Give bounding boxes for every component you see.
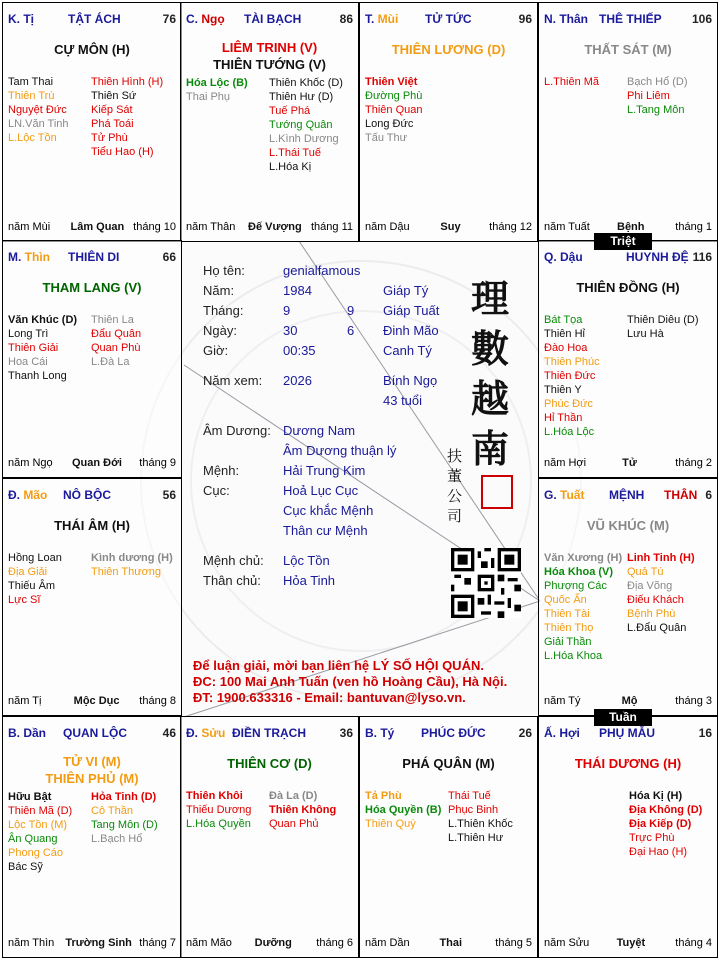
palace-life-stage: Đế Vượng: [248, 221, 302, 233]
minor-star: Lưu Hà: [627, 328, 664, 340]
palace-main-stars: [360, 41, 537, 58]
minor-star: L.Tang Môn: [627, 104, 685, 116]
minor-star: L.Hóa Kị: [269, 161, 312, 173]
minor-star: L.Thiên Hư: [448, 832, 504, 844]
menh-label: Mệnh:: [203, 463, 240, 478]
minor-stars-right: [91, 75, 163, 159]
minor-star: Tang Môn (D): [91, 819, 158, 831]
minor-stars-left: [8, 313, 77, 383]
minor-star: Phong Cáo: [8, 847, 64, 859]
palace-decade-number: 6: [705, 488, 712, 502]
main-star: THAM LANG (V): [42, 280, 142, 295]
minor-star: Thiên Hình (H): [91, 76, 164, 88]
minor-star: Quan Phủ: [269, 818, 319, 830]
minor-star: Thiên Quan: [365, 104, 423, 116]
minor-star: Quan Phù: [91, 342, 141, 354]
minor-star: Thiên Diêu (D): [627, 314, 699, 326]
palace-branch: Đ. Mão: [8, 488, 48, 502]
palace-life-stage: Dưỡng: [254, 937, 292, 949]
minor-stars-left: [8, 75, 69, 145]
minor-star: Tam Thai: [8, 76, 54, 88]
month-lunar: 9: [347, 303, 355, 318]
calligraphy-char-3: 越: [471, 376, 510, 421]
minor-star: Hóa Quyền (B): [365, 804, 442, 816]
month-canchi: Giáp Tuất: [383, 303, 440, 318]
main-star: THÁI ÂM (H): [54, 518, 130, 533]
triet-badge: Triệt: [594, 233, 652, 250]
minor-star: Thiên Quý: [365, 818, 416, 830]
minor-star: Thiên Trù: [8, 90, 55, 102]
menh-chu-label: Mệnh chủ:: [203, 553, 264, 568]
hour-label: Giờ:: [203, 343, 229, 358]
minor-star: Thanh Long: [8, 370, 67, 382]
small-calligraphy-4: 司: [447, 507, 463, 525]
palace-month: tháng 12: [489, 221, 532, 233]
palace-life-stage: Trường Sinh: [65, 937, 132, 949]
palace-house-name: HUYNH ĐỆ: [626, 250, 689, 264]
minor-star: Long Đức: [365, 118, 414, 130]
palace-house-name: NÔ BỘC: [63, 488, 111, 502]
main-star: THIÊN TƯỚNG (V): [213, 57, 326, 72]
palace-life-stage: Quan Đới: [72, 457, 122, 469]
minor-star: Kình dương (H): [91, 552, 173, 564]
qr-code[interactable]: [451, 548, 521, 618]
view-year-value: 2026: [283, 373, 312, 388]
minor-star: Đào Hoa: [544, 342, 588, 354]
minor-star: LN.Văn Tinh: [8, 118, 69, 130]
palace-cell-suu[interactable]: [180, 716, 359, 958]
age-value: 43 tuổi: [383, 393, 423, 408]
hour-value: 00:35: [283, 343, 316, 358]
palace-year: năm Dần: [365, 937, 410, 949]
minor-stars-right: [91, 313, 141, 369]
palace-year: năm Tị: [8, 695, 42, 707]
day-canchi: Đinh Mão: [383, 323, 439, 338]
minor-star: Địa Kiếp (D): [629, 818, 692, 830]
minor-star: Thiên Y: [544, 384, 582, 396]
minor-star: L.Hóa Khoa: [544, 650, 603, 662]
than-chu-value: Hỏa Tinh: [283, 573, 336, 588]
minor-stars-right: [627, 75, 688, 117]
palace-month: tháng 6: [316, 937, 353, 949]
minor-star: Lực Sĩ: [8, 594, 41, 606]
am-duong-note: Âm Dương thuận lý: [283, 443, 397, 458]
minor-star: L.Đà La: [91, 356, 130, 368]
minor-star: Hóa Khoa (V): [544, 566, 614, 578]
minor-star: L.Lộc Tồn: [8, 132, 57, 144]
palace-year: năm Sửu: [544, 937, 590, 949]
palace-month: tháng 9: [139, 457, 176, 469]
minor-star: Phúc Đức: [544, 398, 593, 410]
minor-star: Long Trì: [8, 328, 49, 340]
palace-main-stars: [3, 753, 181, 787]
main-star: THIÊN LƯƠNG (D): [391, 42, 506, 57]
palace-life-stage: Tử: [622, 457, 637, 469]
palace-decade-number: 96: [518, 12, 532, 26]
minor-star: Giải Thần: [544, 636, 592, 648]
palace-main-stars: [539, 279, 717, 296]
palace-house-name: THÊ THIẾP: [599, 12, 662, 26]
day-label: Ngày:: [203, 323, 237, 338]
palace-life-stage: Mộc Dục: [73, 695, 120, 707]
palace-life-stage: Bệnh: [617, 221, 645, 233]
minor-star: Địa Không (D): [629, 804, 703, 816]
palace-main-stars: [3, 41, 181, 58]
palace-cell-hoi[interactable]: [538, 716, 718, 958]
palace-cell-dan[interactable]: [2, 716, 182, 958]
palace-branch: M. Thìn: [8, 250, 50, 264]
minor-star: L.Đẩu Quân: [627, 622, 687, 634]
calligraphy-char-4: 南: [471, 426, 510, 471]
small-calligraphy-2: 董: [447, 467, 463, 485]
palace-month: tháng 7: [139, 937, 176, 949]
minor-star: Phục Binh: [448, 804, 499, 816]
palace-decade-number: 106: [691, 12, 712, 26]
minor-star: Thiên Khốc (D): [269, 77, 343, 89]
minor-stars-right: [269, 789, 336, 831]
palace-main-stars: [181, 755, 358, 772]
than-chu-label: Thân chủ:: [203, 573, 261, 588]
palace-cell-ty[interactable]: [2, 2, 182, 242]
view-year-canchi: Bính Ngọ: [383, 373, 438, 388]
main-star: PHÁ QUÂN (M): [402, 756, 495, 771]
minor-star: Thiên Đức: [544, 370, 596, 382]
main-star: VŨ KHÚC (M): [586, 518, 670, 533]
minor-star: Địa Giải: [8, 566, 48, 578]
palace-house-name: THIÊN DI: [68, 250, 120, 264]
minor-star: Đường Phù: [365, 90, 423, 102]
palace-branch: T. Mùi: [365, 12, 399, 26]
palace-life-stage: Mộ: [621, 695, 638, 707]
palace-branch: G. Tuất: [544, 488, 585, 502]
minor-star: Thiên Khôi: [186, 790, 243, 802]
minor-stars-right: [269, 76, 343, 174]
minor-star: Bác Sỹ: [8, 861, 43, 873]
palace-decade-number: 26: [518, 726, 532, 740]
main-star: LIÊM TRINH (V): [221, 40, 318, 55]
palace-year: năm Hợi: [544, 457, 587, 469]
palace-year: năm Thân: [186, 221, 236, 233]
minor-star: Văn Khúc (D): [8, 314, 78, 326]
menh-value: Hải Trung Kim: [283, 463, 366, 478]
minor-stars-left: [186, 76, 248, 104]
small-calligraphy-3: 公: [447, 487, 463, 505]
palace-cell-ti[interactable]: [359, 716, 538, 958]
palace-decade-number: 66: [162, 250, 176, 264]
minor-star: L.Thiên Khốc: [448, 818, 513, 830]
palace-month: tháng 3: [675, 695, 712, 707]
minor-star: Tả Phù: [365, 790, 402, 802]
year-value: 1984: [283, 283, 312, 298]
main-star: THIÊN PHỦ (M): [45, 771, 139, 786]
minor-stars-left: [186, 789, 251, 831]
minor-star: Thiên Thọ: [544, 622, 594, 634]
minor-star: Tướng Quân: [269, 119, 333, 131]
palace-decade-number: 116: [692, 250, 712, 264]
minor-star: Hỏa Tinh (D): [91, 791, 157, 803]
palace-main-stars: [360, 755, 537, 772]
main-star: THÁI DƯƠNG (H): [574, 756, 682, 771]
minor-star: L.Hóa Quyền: [186, 818, 251, 830]
minor-star: Điếu Khách: [627, 594, 684, 606]
minor-star: Hỉ Thần: [544, 412, 583, 424]
palace-body-marker: THÂN: [664, 488, 698, 502]
palace-decade-number: 86: [339, 12, 353, 26]
minor-star: Địa Võng: [627, 580, 673, 592]
palace-cell-ngo[interactable]: [180, 2, 359, 242]
palace-branch: Ấ. Hợi: [544, 726, 580, 740]
palace-month: tháng 4: [675, 937, 712, 949]
minor-stars-right: [627, 551, 695, 635]
minor-star: Đà La (D): [269, 790, 318, 802]
name-label: Họ tên:: [203, 263, 245, 278]
minor-stars-right: [448, 789, 513, 845]
palace-year: năm Mùi: [8, 221, 51, 233]
minor-star: L.Hóa Lộc: [544, 426, 595, 438]
minor-star: Tử Phù: [91, 132, 128, 144]
minor-stars-right: [627, 313, 699, 341]
minor-stars-right: [91, 551, 173, 579]
minor-star: L.Thái Tuế: [269, 147, 321, 159]
palace-cell-mao[interactable]: [2, 478, 182, 716]
minor-stars-left: [365, 789, 441, 831]
palace-house-name: QUAN LỘC: [63, 726, 127, 740]
calligraphy-char-2: 數: [471, 326, 510, 371]
main-star: THIÊN CƠ (D): [227, 756, 312, 771]
palace-house-name: TÀI BẠCH: [244, 12, 302, 26]
name-value: genialfamous: [283, 263, 361, 278]
palace-main-stars: [3, 517, 181, 534]
month-value: 9: [283, 303, 291, 318]
palace-main-stars: [3, 279, 181, 296]
minor-star: Trực Phù: [629, 832, 675, 844]
minor-star: Hóa Kị (H): [629, 790, 683, 802]
palace-house-name: PHÚC ĐỨC: [421, 726, 486, 740]
palace-cell-mui[interactable]: [359, 2, 538, 242]
minor-star: Thiên Không: [269, 804, 337, 816]
palace-life-stage: Suy: [440, 221, 461, 233]
minor-star: Ân Quang: [8, 833, 58, 845]
palace-branch: Q. Dậu: [544, 250, 583, 264]
minor-star: Phi Liêm: [627, 90, 670, 102]
view-year-label: Năm xem:: [203, 373, 263, 388]
palace-month: tháng 8: [139, 695, 176, 707]
palace-year: năm Mão: [186, 937, 232, 949]
minor-star: Bệnh Phù: [627, 608, 676, 620]
palace-branch: B. Dần: [8, 726, 47, 740]
palace-house-name: TỬ TỨC: [425, 12, 472, 26]
minor-star: Thiên Phúc: [544, 356, 600, 368]
minor-stars-right: [91, 790, 158, 846]
minor-star: Bát Tọa: [544, 314, 583, 326]
minor-star: Thiên Sứ: [91, 90, 137, 102]
main-star: CỰ MÔN (H): [54, 42, 130, 57]
palace-decade-number: 56: [162, 488, 176, 502]
palace-month: tháng 10: [133, 221, 176, 233]
palace-month: tháng 1: [675, 221, 712, 233]
palace-house-name: MỆNH: [609, 488, 645, 502]
palace-year: năm Dậu: [365, 221, 410, 233]
palace-branch: Đ. Sửu: [186, 726, 226, 740]
minor-star: Thiên Thương: [91, 566, 162, 578]
minor-stars-left: [544, 313, 600, 439]
minor-star: Văn Xương (H): [544, 552, 623, 564]
minor-star: Quốc Ấn: [544, 594, 587, 606]
day-lunar: 6: [347, 323, 355, 338]
menh-chu-value: Lộc Tồn: [283, 553, 330, 568]
palace-month: tháng 5: [495, 937, 532, 949]
palace-main-stars: [181, 39, 358, 73]
palace-cell-dau[interactable]: [538, 240, 718, 478]
palace-year: năm Tý: [544, 695, 581, 707]
main-star: THẤT SÁT (M): [584, 42, 672, 57]
minor-star: Lộc Tồn (M): [8, 819, 68, 831]
minor-star: Kiếp Sát: [91, 104, 133, 116]
minor-star: Thiên Việt: [365, 76, 418, 88]
minor-star: Đại Hao (H): [629, 846, 688, 858]
minor-star: Thiếu Dương: [186, 804, 252, 816]
minor-stars-left: [544, 551, 622, 663]
minor-star: Cô Thần: [91, 805, 133, 817]
minor-stars-left: [365, 75, 422, 145]
am-duong-value: Dương Nam: [283, 423, 356, 438]
minor-star: Thiên Mã (D): [8, 805, 73, 817]
cuc-label: Cục:: [203, 483, 230, 498]
day-value: 30: [283, 323, 298, 338]
palace-month: tháng 2: [675, 457, 712, 469]
minor-star: Thiếu Âm: [8, 580, 56, 592]
month-label: Tháng:: [203, 303, 244, 318]
minor-star: Quả Tú: [627, 566, 664, 578]
minor-star: Thiên Giải: [8, 342, 59, 354]
palace-main-stars: [539, 755, 717, 772]
palace-branch: N. Thân: [544, 12, 589, 26]
palace-branch: C. Ngọ: [186, 12, 225, 26]
minor-star: Phá Toái: [91, 118, 134, 130]
cuc-value: Hoả Lục Cục: [283, 483, 359, 498]
red-seal-stamp: [481, 475, 513, 509]
minor-star: Hoa Cái: [8, 356, 48, 368]
palace-decade-number: 16: [698, 726, 712, 740]
minor-star: Thiên La: [91, 314, 134, 326]
minor-star: Tấu Thư: [365, 132, 408, 144]
palace-cell-tuat[interactable]: [538, 478, 718, 716]
minor-star: L.Bạch Hổ: [91, 833, 143, 845]
palace-house-name: TẬT ÁCH: [68, 12, 121, 26]
contact-phone-email: ĐT: 1900.633316 - Email: bantuvan@lyso.vn.: [193, 690, 466, 705]
minor-star: Thiên Hư (D): [269, 91, 334, 103]
minor-star: Thái Tuế: [448, 790, 491, 802]
minor-star: Phượng Các: [544, 580, 607, 592]
calligraphy-char-1: 理: [471, 276, 510, 321]
minor-stars-right: [629, 789, 702, 859]
palace-house-name: PHỤ MẪU: [599, 726, 655, 740]
palace-main-stars: [539, 41, 717, 58]
am-duong-label: Âm Dương:: [203, 423, 271, 438]
year-label: Năm:: [203, 283, 235, 298]
minor-star: Bạch Hổ (D): [627, 76, 688, 88]
minor-star: L.Kình Dương: [269, 133, 339, 145]
center-info-panel: [181, 240, 537, 716]
minor-star: Tuế Phá: [269, 105, 311, 117]
minor-star: Hồng Loan: [8, 552, 62, 564]
palace-cell-thin[interactable]: [2, 240, 182, 478]
minor-stars-left: [8, 551, 62, 607]
palace-month: tháng 11: [310, 221, 353, 233]
palace-life-stage: Lâm Quan: [70, 221, 125, 233]
main-star: THIÊN ĐỒNG (H): [576, 280, 680, 295]
palace-branch: B. Tý: [365, 726, 395, 740]
cuc-note: Cục khắc Mệnh: [283, 503, 374, 518]
palace-main-stars: [539, 517, 717, 534]
minor-star: Thai Phụ: [186, 91, 231, 103]
main-star: TỬ VI (M): [63, 754, 121, 769]
palace-house-name: ĐIỀN TRẠCH: [232, 726, 306, 740]
palace-cell-than[interactable]: [538, 2, 718, 242]
palace-life-stage: Tuyệt: [616, 937, 646, 949]
palace-year: năm Ngọ: [8, 457, 53, 469]
palace-year: năm Tuất: [544, 221, 590, 233]
palace-decade-number: 36: [339, 726, 353, 740]
contact-address: ĐC: 100 Mai Anh Tuấn (ven hồ Hoàng Cầu), Hà Nội.: [193, 674, 508, 689]
minor-star: Thiên Hỉ: [544, 328, 585, 340]
hour-canchi: Canh Tý: [383, 343, 432, 358]
minor-star: Linh Tinh (H): [627, 552, 695, 564]
minor-star: Hóa Lộc (B): [186, 77, 248, 89]
minor-star: Thiên Tài: [544, 608, 590, 620]
minor-stars-left: [8, 790, 72, 874]
palace-year: năm Thìn: [8, 937, 55, 949]
palace-branch: K. Tị: [8, 12, 35, 26]
minor-star: Đẩu Quân: [91, 328, 142, 340]
year-canchi: Giáp Tý: [383, 283, 429, 298]
tuan-badge: Tuần: [594, 709, 652, 726]
minor-star: Tiểu Hao (H): [91, 146, 154, 158]
minor-star: Nguyệt Đức: [8, 104, 67, 116]
small-calligraphy-1: 扶: [447, 447, 463, 465]
contact-line-1: Để luận giải, mời bạn liên hệ LÝ SỐ HỘI QUÁN.: [193, 658, 484, 673]
minor-stars-left: [544, 75, 599, 89]
palace-life-stage: Thai: [439, 937, 463, 949]
than-cu-note: Thân cư Mệnh: [283, 523, 368, 538]
palace-decade-number: 46: [162, 726, 176, 740]
palace-decade-number: 76: [162, 12, 176, 26]
minor-star: Hữu Bật: [8, 791, 52, 803]
minor-star: L.Thiên Mã: [544, 76, 600, 88]
